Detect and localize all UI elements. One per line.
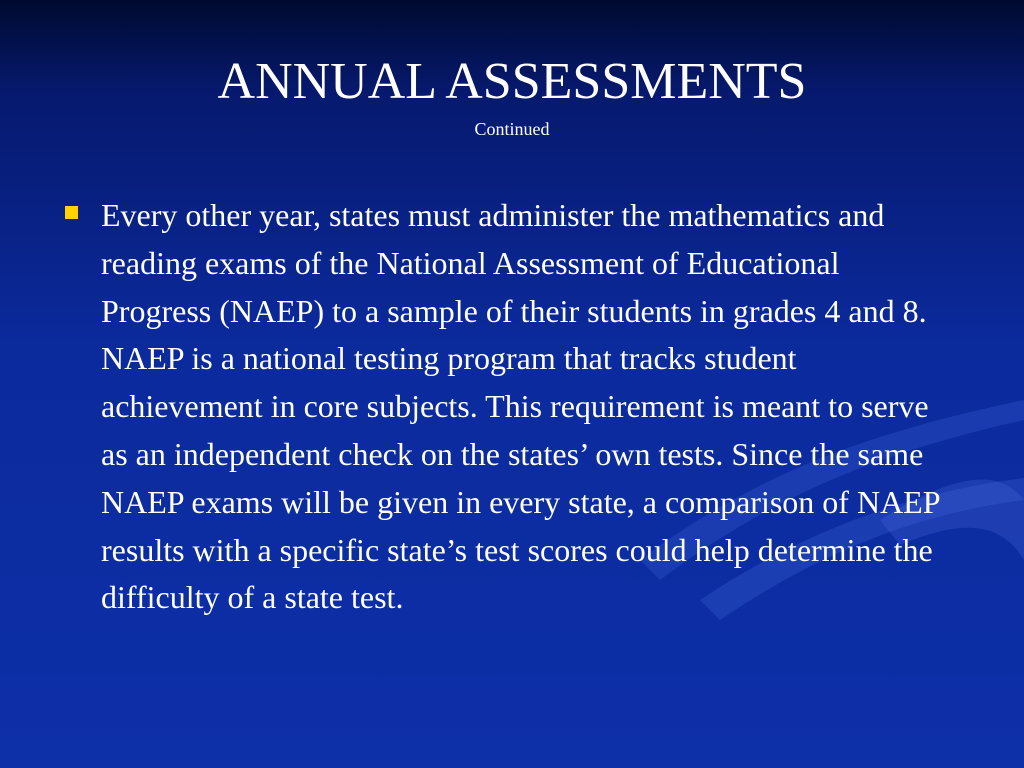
square-bullet-icon	[65, 206, 78, 219]
bullet-item	[64, 192, 954, 622]
bullet-text: Every other year, states must administer the mathematics and reading exams of the National Assessment of Educational Progress (NAEP) to a sample of their students in grades 4 and 8. NAEP is a national testing program that tracks student achievement in core subjects. This requirement is meant to serve as an independent check on the states’ own tests. Since the same NAEP exams will be given in every state, a comparison of NAEP results with a specific state’s test scores could help determine the difficulty of a state test.	[101, 197, 940, 616]
slide-title: ANNUAL ASSESSMENTS	[217, 53, 807, 110]
slide-subtitle: Continued	[474, 119, 550, 139]
bullet-list	[64, 192, 954, 622]
